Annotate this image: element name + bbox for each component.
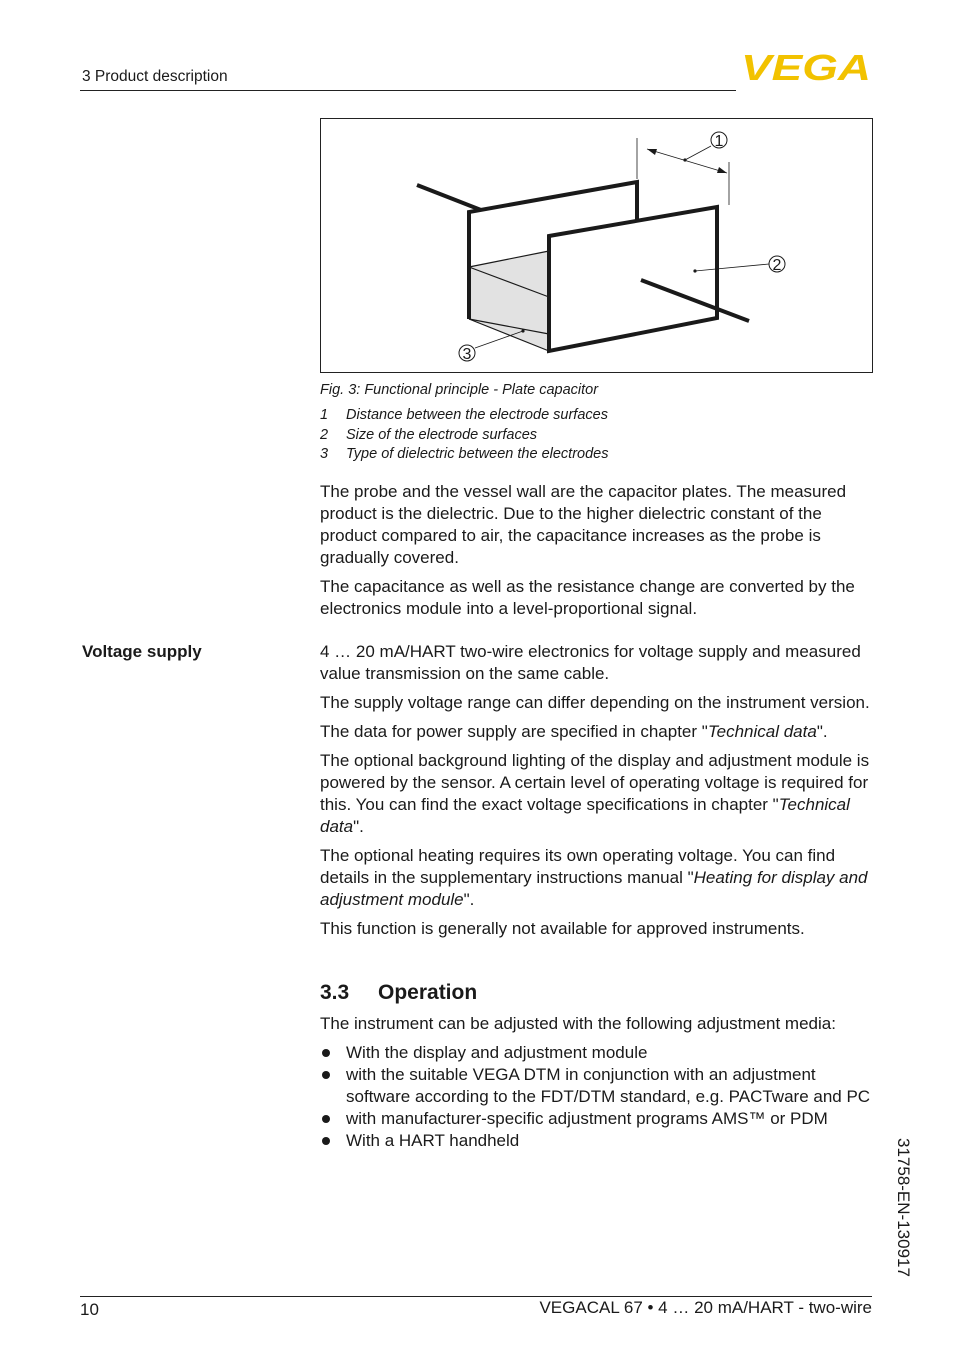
callout-2-label: 2 [772, 257, 782, 274]
figure-plate-capacitor [320, 118, 873, 373]
page-number: 10 [80, 1300, 99, 1319]
legend-item: 2 Size of the electrode surfaces [320, 426, 538, 443]
operation-intro: The instrument can be adjusted with the following adjustment media: [320, 1014, 836, 1033]
intro-paragraph: The probe and the vessel wall are the capacitor plates. The measured product is the dielectric. Due to the higher dielectric constant of the product compared to air, the capacitance increases as the probe is gradually covered. [320, 482, 847, 567]
list-item: With a HART handheld [320, 1130, 875, 1152]
intro-text [320, 481, 875, 627]
voltage-paragraph: The data for power supply are specified in chapter "Technical data". [320, 722, 828, 741]
document-id: 31758-EN-130917 [894, 1138, 913, 1277]
voltage-paragraph: The optional heating requires its own operating voltage. You can find details in the supplementary instructions manual "Heating for display and adjustment module". [320, 846, 868, 909]
list-item: With the display and adjustment module [320, 1042, 875, 1064]
adjustment-media-list [320, 1042, 875, 1152]
header-rule [80, 90, 736, 91]
voltage-paragraph: The supply voltage range can differ depending on the instrument version. [320, 693, 870, 712]
plate-capacitor-diagram [321, 119, 874, 374]
operation-text [320, 1013, 875, 1152]
back-lead [417, 185, 481, 210]
voltage-paragraph: The optional background lighting of the display and adjustment module is powered by the sensor. A certain level of operating voltage is required for this. You can find the exact voltage specifications in chapter "Technical data". [320, 751, 870, 836]
footer-rule [80, 1296, 872, 1297]
voltage-supply-label: Voltage supply [82, 642, 202, 661]
footer-product: VEGACAL 67 • 4 … 20 mA/HART - two-wire [539, 1298, 872, 1317]
voltage-paragraph: 4 … 20 mA/HART two-wire electronics for voltage supply and measured value transmission on the same cable. [320, 642, 861, 683]
figure-caption: Fig. 3: Functional principle - Plate capacitor [320, 382, 599, 398]
list-item: with manufacturer-specific adjustment programs AMS™ or PDM [320, 1108, 875, 1130]
section-heading-operation [320, 981, 477, 1005]
logo-text: VEGA [741, 52, 871, 82]
callout-3-label: 3 [462, 346, 472, 363]
section-number: 3.3 [320, 981, 350, 1004]
section-title: Operation [378, 981, 478, 1004]
legend-item: 1 Distance between the electrode surfaces [320, 407, 608, 423]
list-item: with the suitable VEGA DTM in conjunction with an adjustment software according to the FDT/DTM standard, e.g. PACTware and PC [320, 1064, 875, 1108]
legend-item: 3 Type of dielectric between the electrodes [320, 446, 609, 462]
intro-paragraph: The capacitance as well as the resistance change are converted by the electronics module into a level-proportional signal. [320, 577, 855, 618]
voltage-paragraph: This function is generally not available for approved instruments. [320, 919, 805, 938]
voltage-supply-text [320, 641, 875, 947]
figure-legend [320, 406, 609, 465]
running-header-section: 3 Product description [82, 68, 228, 85]
callout-1-label: 1 [714, 133, 724, 150]
vega-logo [740, 52, 872, 82]
